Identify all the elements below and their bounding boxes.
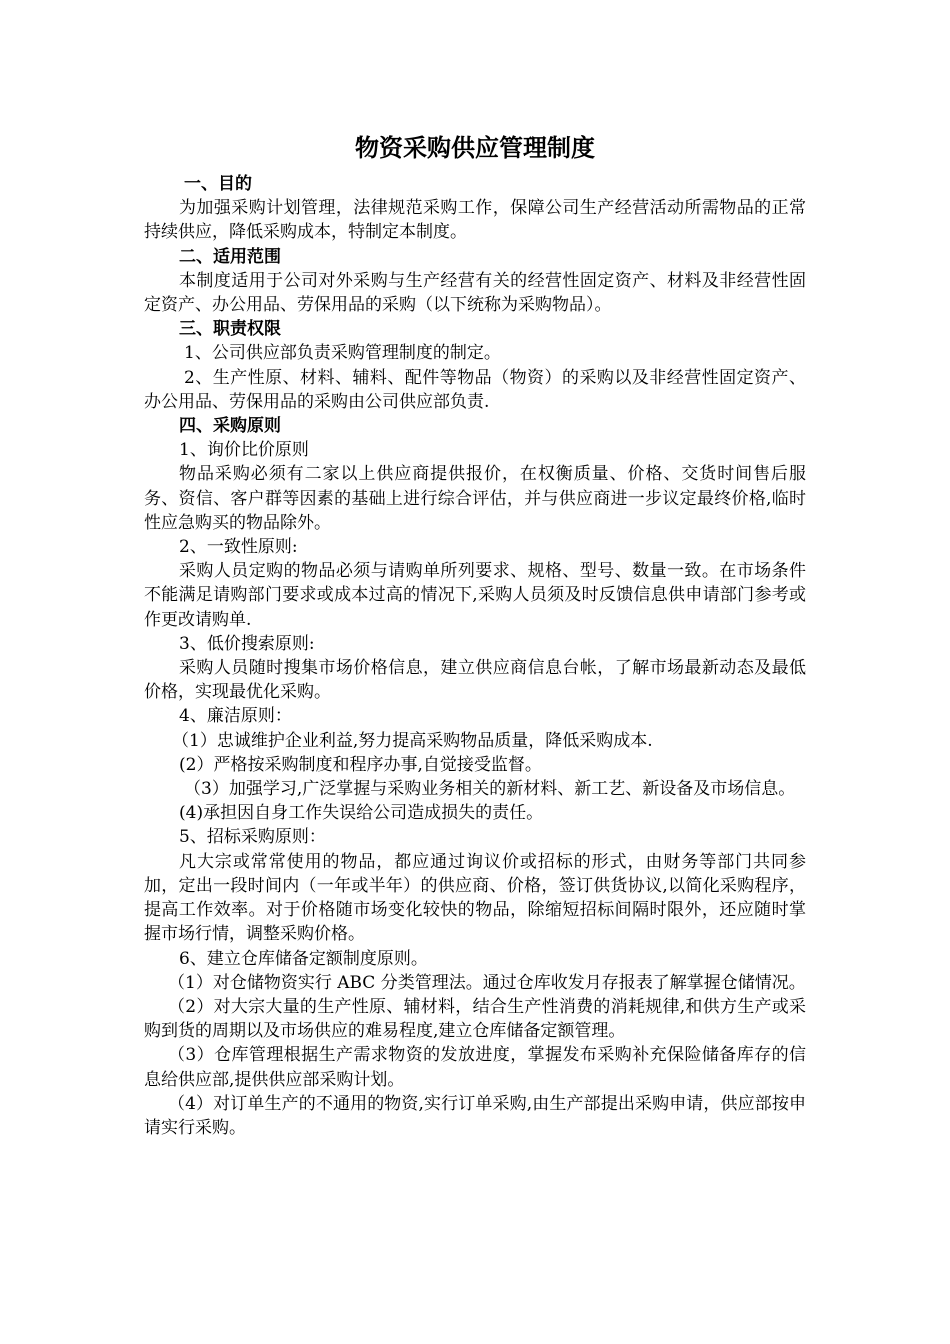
list-item: (2）严格按采购制度和程序办事,自觉接受监督。 (179, 754, 542, 775)
section-heading-purpose: 一、目的 (184, 174, 252, 194)
paragraph: 采购人员定购的物品必须与请购单所列要求、规格、型号、数量一致。在市场条件不能满足请购部门要求或成本过高的情况下,采购人员须及时反馈信息供申请部门参考或作更改请购单. (144, 561, 806, 630)
paragraph: 物品采购必须有二家以上供应商提供报价，在权衡质量、价格、交货时间售后服务、资信、客户群等因素的基础上进行综合评估，并与供应商进一步议定最终价格,临时性应急购买的物品除外。 (144, 464, 806, 533)
paragraph: 凡大宗或常常使用的物品，都应通过询议价或招标的形式，由财务等部门共同参加，定出一段时间内（一年或半年）的供应商、价格，签订供货协议,以简化采购程序，提高工作效率。对于价格随市场变化较快的物品，除缩短招标间隔时限外，还应随时掌握市场行情，调整采购价格。 (144, 851, 806, 945)
paragraph: 为加强采购计划管理，法律规范采购工作，保障公司生产经营活动所需物品的正常持续供应，降低采购成本，特制定本制度。 (144, 198, 806, 243)
principle-title: 2、一致性原则: (179, 537, 298, 558)
list-item: （4）对订单生产的不通用的物资,实行订单采购,由生产部提出采购申请，供应部按申请实行采购。 (144, 1093, 806, 1138)
list-item: （1）忠诚维护企业利益,努力提高采购物品质量，降低采购成本. (172, 730, 653, 751)
principle-title: 6、建立仓库储备定额制度原则。 (179, 948, 428, 969)
list-item: (4)承担因自身工作失误给公司造成损失的责任。 (179, 803, 544, 824)
list-item: （1）对仓储物资实行 ABC 分类管理法。通过仓库收发月存报表了解掌握仓储情况。 (168, 972, 806, 993)
list-item: （3）仓库管理根据生产需求物资的发放进度，掌握发布采购补充保险储备库存的信息给供应部,提供供应部采购计划。 (144, 1045, 806, 1090)
section-heading-principles: 四、采购原则 (179, 416, 281, 437)
principle-title: 1、询价比价原则 (179, 440, 309, 461)
section-heading-scope: 二、适用范围 (179, 246, 281, 267)
list-item: （3）加强学习,广泛掌握与采购业务相关的新材料、新工艺、新设备及市场信息。 (184, 779, 796, 800)
list-item: （2）对大宗大量的生产性原、辅材料，结合生产性消费的消耗规律,和供方生产或采购到货的周期以及市场供应的难易程度,建立仓库储备定额管理。 (144, 996, 806, 1042)
principle-title: 5、招标采购原则： (179, 827, 326, 848)
paragraph: 采购人员随时搜集市场价格信息，建立供应商信息台帐，了解市场最新动态及最低价格，实现最优化采购。 (144, 658, 806, 703)
document-title: 物资采购供应管理制度 (355, 133, 595, 162)
principle-title: 3、低价搜索原则: (179, 633, 315, 654)
paragraph: 1、公司供应部负责采购管理制度的制定。 (184, 343, 501, 364)
paragraph: 2、生产性原、材料、辅料、配件等物品（物资）的采购以及非经营性固定资产、办公用品、劳保用品的采购由公司供应部负责. (144, 367, 806, 412)
document-body (144, 128, 806, 1140)
section-heading-responsibilities: 三、职责权限 (179, 319, 281, 340)
principle-title: 4、廉洁原则： (179, 706, 292, 727)
paragraph: 本制度适用于公司对外采购与生产经营有关的经营性固定资产、材料及非经营性固定资产、办公用品、劳保用品的采购（以下统称为采购物品）。 (144, 270, 806, 316)
